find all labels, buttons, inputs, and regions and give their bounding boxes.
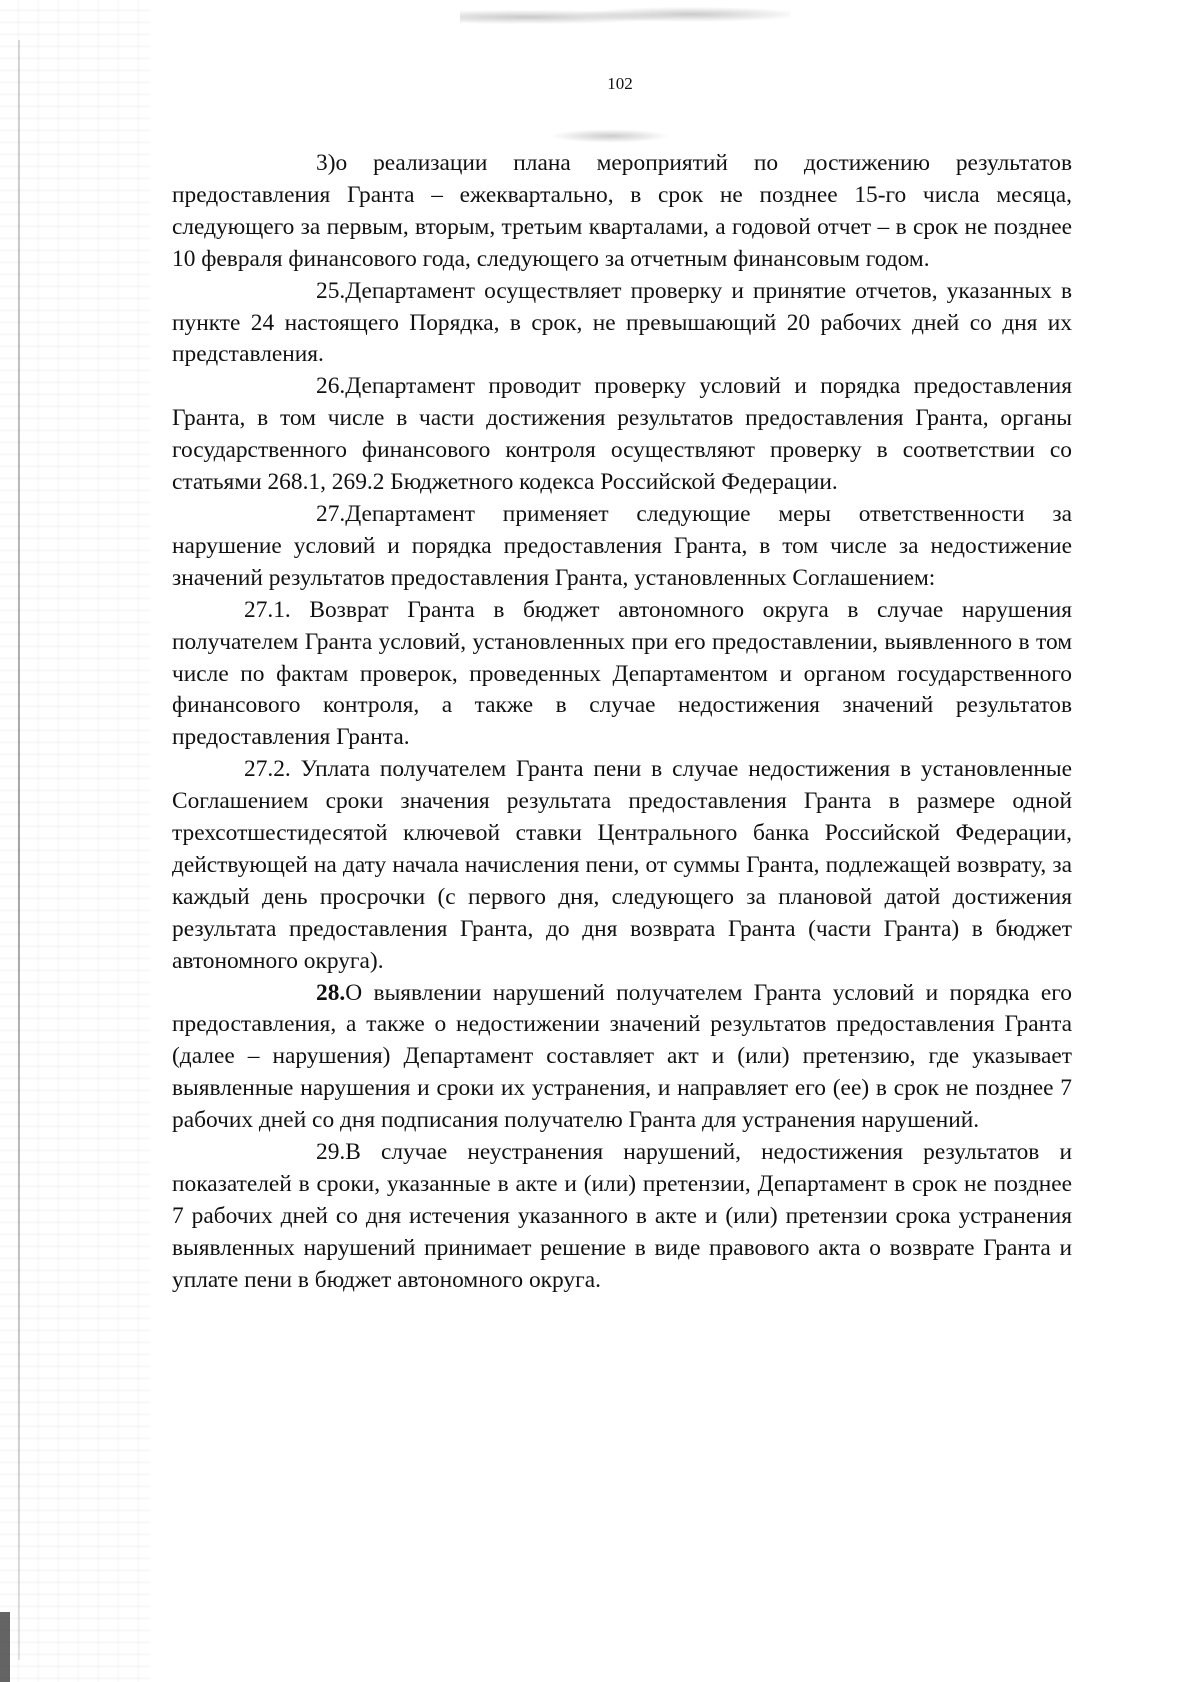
page-number: 102 bbox=[607, 74, 633, 93]
paragraph-27-1 bbox=[172, 595, 1072, 755]
paragraph-number: 3) bbox=[316, 150, 336, 176]
scan-edge-mark bbox=[0, 1612, 10, 1682]
scan-smudge-small bbox=[540, 128, 680, 144]
paragraph-3 bbox=[172, 148, 1072, 276]
paragraph-number: 25. bbox=[316, 277, 346, 304]
paragraph-text: Уплата получателем Гранта пени в случае недостижения в установленные Соглашением сроки значения результата предоставления Гранта в размере одной трехсотшестидесятой ключевой ставки Центрального банка Российской Федерации, действующей на дату начала начисления пени, от суммы Гранта, подлежащей возврату, за каждый день просрочки (с первого дня, следующего за плановой датой достижения результата предоставления Гранта, до дня возврата Гранта (части Гранта) в бюджет автономного округа). bbox=[172, 756, 1072, 974]
paragraph-text: В случае неустранения нарушений, недостижения результатов и показателей в сроки, указанные в акте и (или) претензии, Департамент в срок не позднее 7 рабочих дней со дня истечения указанного в акте и (или) претензии срока устранения выявленных нарушений принимает решение в виде правового акта о возврате Гранта и уплате пени в бюджет автономного округа. bbox=[172, 1139, 1072, 1293]
paragraph-text: О выявлении нарушений получателем Гранта условий и порядка его предоставления, а также о недостижении значений результатов предоставления Гранта (далее – нарушения) Департамент составляет акт и (или) претензию, где указывает выявленные нарушения и сроки их устранения, и направляет его (ее) в срок не позднее 7 рабочих дней со дня подписания получателю Гранта для устранения нарушений. bbox=[172, 979, 1072, 1134]
paragraph-number: 29. bbox=[316, 1139, 346, 1166]
scan-smudge bbox=[460, 4, 790, 30]
paragraph-number: 27. bbox=[316, 500, 346, 527]
paragraph-text: Департамент проводит проверку условий и порядка предоставления Гранта, в том числе в части достижения результатов предоставления Гранта, органы государственного финансового контроля осуществляют проверку в соответствии со статьями 268.1, 269.2 Бюджетного кодекса Российской Федерации. bbox=[172, 373, 1072, 496]
paragraph-25 bbox=[172, 276, 1072, 372]
document-body bbox=[172, 148, 1072, 1297]
scan-edge-line bbox=[18, 40, 20, 1660]
paragraph-number: 27.1. bbox=[244, 596, 291, 623]
paragraph-27-2 bbox=[172, 754, 1072, 977]
scan-edge-noise bbox=[0, 0, 150, 1682]
paragraph-text: Департамент осуществляет проверку и принятие отчетов, указанных в пункте 24 настоящего Порядка, в срок, не превышающий 20 рабочих дней со дня их представления. bbox=[172, 277, 1072, 368]
paragraph-27 bbox=[172, 499, 1072, 595]
paragraph-29 bbox=[172, 1137, 1072, 1297]
paragraph-28 bbox=[172, 978, 1072, 1138]
paragraph-26 bbox=[172, 371, 1072, 499]
paragraph-text: о реализации плана мероприятий по достижению результатов предоставления Гранта – ежеквартально, в срок не позднее 15-го числа месяца, следующего за первым, вторым, третьим кварталами, а годовой отчет – в срок не позднее 10 февраля финансового года, следующего за отчетным финансовым годом. bbox=[172, 150, 1072, 272]
paragraph-number: 27.2. bbox=[244, 756, 291, 783]
paragraph-text: Департамент применяет следующие меры ответственности за нарушение условий и порядка предоставления Гранта, в том числе за недостижение значений результатов предоставления Гранта, установленных Соглашением: bbox=[172, 500, 1072, 591]
paragraph-number: 26. bbox=[316, 373, 346, 400]
paragraph-text: Возврат Гранта в бюджет автономного округа в случае нарушения получателем Гранта условий, установленных при его предоставлении, выявленного в том числе по фактам проверок, проведенных Департаментом и органом государственного финансового контроля, а также в случае недостижения значений результатов предоставления Гранта. bbox=[172, 596, 1072, 751]
paragraph-number: 28. bbox=[316, 979, 346, 1006]
